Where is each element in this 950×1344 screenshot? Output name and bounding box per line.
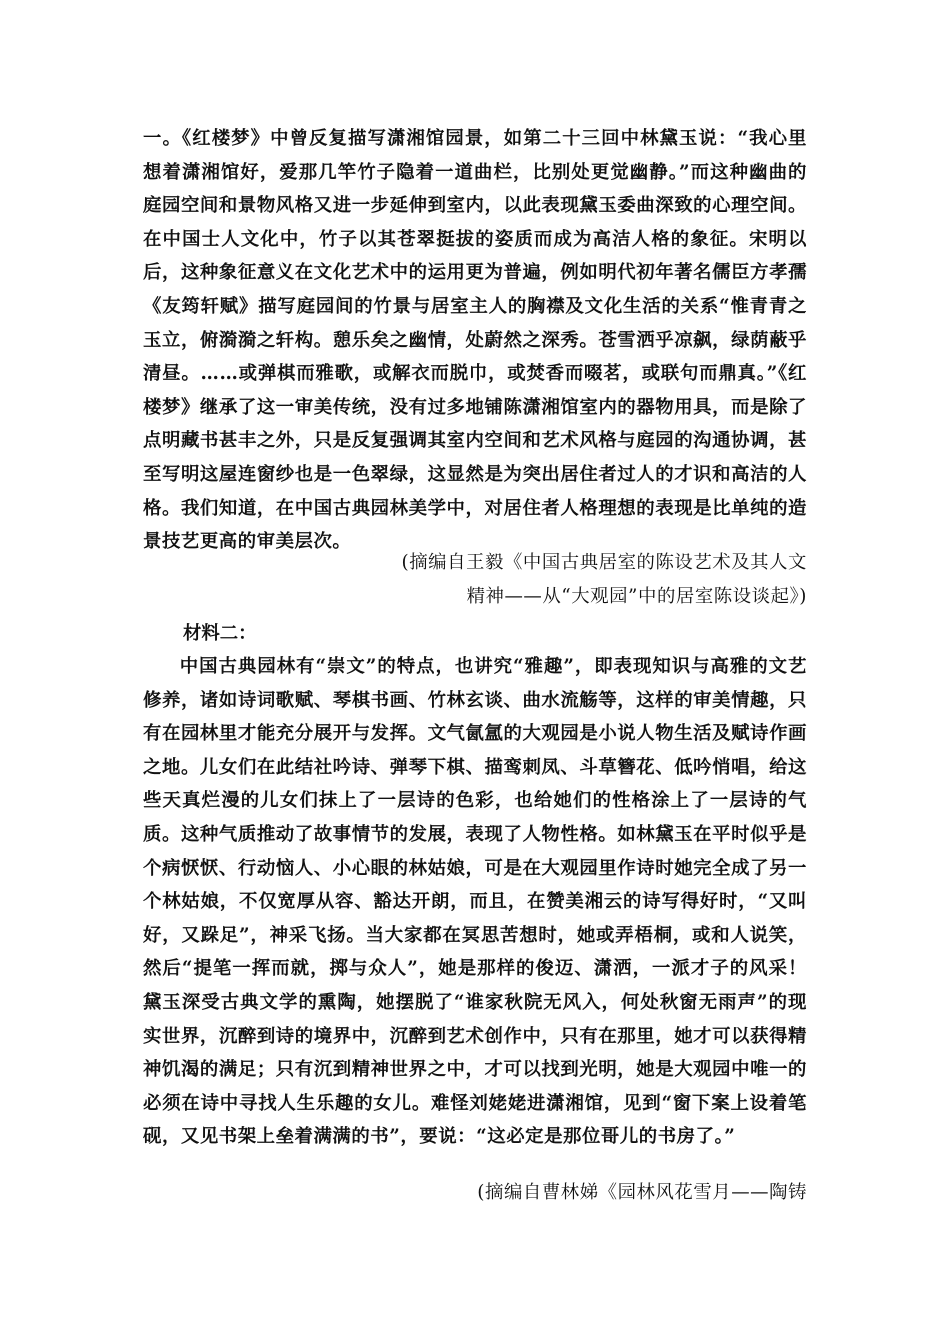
citation-line-1: (摘编自王毅《中国古典居室的陈设艺术及其人文 [401, 552, 807, 573]
material-two-heading: 材料二： [183, 623, 257, 644]
material-one-paragraph: 一。《红楼梦》中曾反复描写潇湘馆园景，如第二十三回中林黛玉说：“我心里想着潇湘馆好，爱那几竿竹子隐着一道曲栏，比别处更觉幽静。”而这种幽曲的庭园空间和景物风格又进一步延伸到室内，以此表现黛玉委曲深致的心理空间。在中国士人文化中，竹子以其苍翠挺拔的姿质而成为高洁人格的象征。宋明以后，这种象征意义在文化艺术中的运用更为普遍，例如明代初年著名儒臣方孝孺《友筠轩赋》描写庭园间的竹景与居室主人的胸襟及文化生活的关系“惟青青之玉立，俯漪漪之轩构。憩乐矣之幽情，处蔚然之深秀。苍雪洒乎凉飙，绿荫蔽乎清昼。……或弹棋而雅歌，或解衣而脱巾，或焚香而啜茗，或联句而鼎真。”《红楼梦》继承了这一审美传统，没有过多地铺陈潇湘馆室内的器物用具，而是除了点明藏书甚丰之外，只是反复强调其室内空间和艺术风格与庭园的沟通协调，甚至写明这屋连窗纱也是一色翠绿，这显然是为突出居住者过人的才识和高洁的人格。我们知道，在中国古典园林美学中，对居住者人格理想的表现是比单纯的造景技艺更高的审美层次。 [143, 128, 807, 553]
material-two-citation: (摘编自曹林娣《园林风花雪月——陶铸 [477, 1182, 807, 1203]
citation-line-2: 精神——从“大观园”中的居室陈设谈起》) [466, 585, 807, 607]
material-two-paragraph: 中国古典园林有“崇文”的特点，也讲究“雅趣”，即表现知识与高雅的文艺修养，诸如诗词歌赋、琴棋书画、竹林玄谈、曲水流觞等，这样的审美情趣，只有在园林里才能充分展开与发挥。文气氤氲的大观园是小说人物生活及赋诗作画之地。儿女们在此结社吟诗、弹琴下棋、描鸾刺凤、斗草簪花、低吟悄唱，给这些天真烂漫的儿女们抹上了一层诗的色彩，也给她们的性格涂上了一层诗的气质。这种气质推动了故事情节的发展，表现了人物性格。如林黛玉在平时似乎是个病恹恹、行动恼人、小心眼的林姑娘，可是在大观园里作诗时她完全成了另一个林姑娘，不仅宽厚从容、豁达开朗，而且，在赞美湘云的诗写得好时，“又叫好，又跺足”，神采飞扬。当大家都在冥思苦想时，她或弄梧桐，或和人说笑，然后“提笔一挥而就，掷与众人”，她是那样的俊迈、潇洒，一派才子的风采！黛玉深受古典文学的熏陶，她摆脱了“谁家秋院无风入，何处秋窗无雨声”的现实世界，沉醉到诗的境界中，沉醉到艺术创作中，只有在那里，她才可以获得精神饥渴的满足；只有沉到精神世界之中，才可以找到光明，她是大观园中唯一的必须在诗中寻找人生乐趣的女儿。难怪刘姥姥进潇湘馆，见到“窗下案上设着笔砚，又见书架上垒着满满的书”，要说：“这必定是那位哥儿的书房了。” [143, 656, 807, 1148]
material-one-citation [402, 546, 807, 613]
